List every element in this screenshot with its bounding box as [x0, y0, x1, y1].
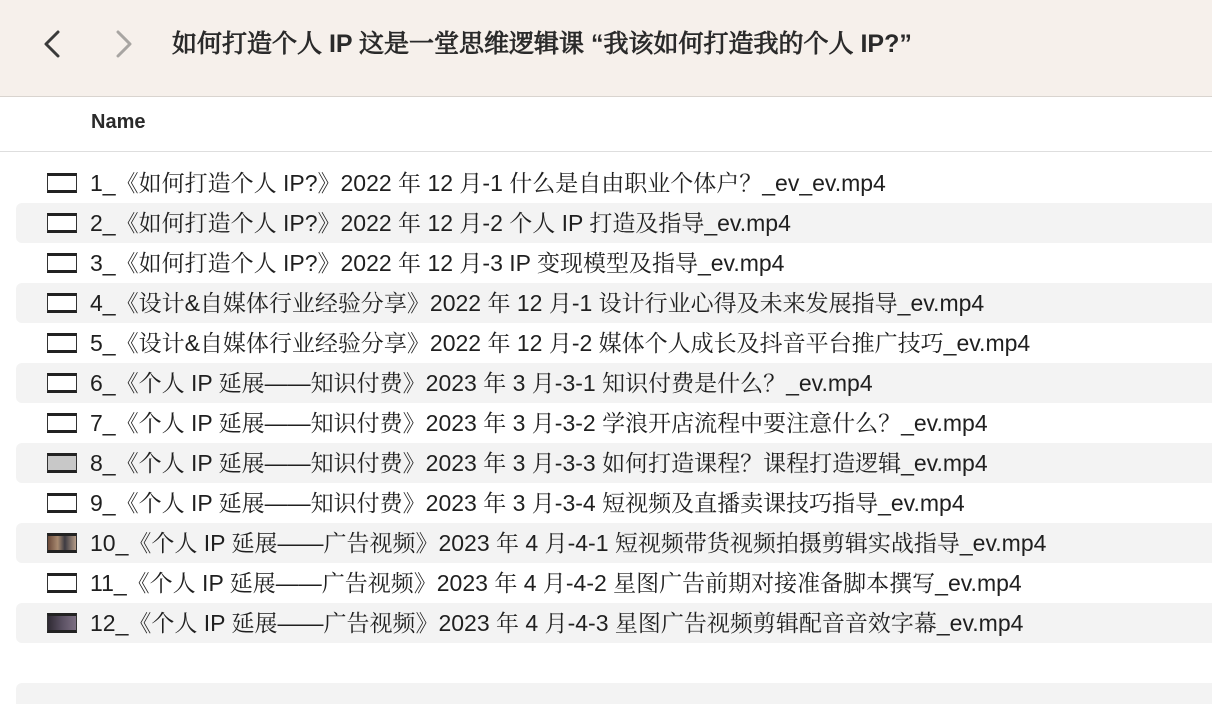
file-row[interactable] — [16, 603, 1212, 643]
file-row[interactable] — [16, 163, 1212, 203]
video-thumbnail-icon — [47, 413, 77, 433]
window-title: 如何打造个人 IP 这是一堂思维逻辑课 “我该如何打造我的个人 IP?” — [172, 30, 912, 58]
file-row[interactable] — [16, 563, 1212, 603]
file-name: 3_《如何打造个人 IP?》2022 年 12 月-3 IP 变现模型及指导_ev.mp4 — [90, 250, 785, 276]
video-thumbnail-icon — [47, 373, 77, 393]
video-thumbnail-icon — [47, 533, 77, 553]
file-row[interactable] — [16, 323, 1212, 363]
forward-button[interactable] — [108, 26, 140, 62]
file-row[interactable] — [16, 523, 1212, 563]
video-thumbnail-icon — [47, 213, 77, 233]
file-list — [16, 163, 1212, 643]
file-row[interactable] — [16, 203, 1212, 243]
file-name: 7_《个人 IP 延展——知识付费》2023 年 3 月-3-2 学浪开店流程中要注意什么？_ev.mp4 — [90, 410, 988, 436]
file-name: 11_《个人 IP 延展——广告视频》2023 年 4 月-4-2 星图广告前期对接准备脚本撰写_ev.mp4 — [90, 570, 1022, 596]
back-button[interactable] — [36, 26, 68, 62]
video-thumbnail-icon — [47, 493, 77, 513]
file-name: 8_《个人 IP 延展——知识付费》2023 年 3 月-3-3 如何打造课程？课程打造逻辑_ev.mp4 — [90, 450, 988, 476]
name-column-header[interactable]: Name — [91, 111, 146, 133]
file-name: 5_《设计&自媒体行业经验分享》2022 年 12 月-2 媒体个人成长及抖音平台推广技巧_ev.mp4 — [90, 330, 1031, 356]
video-thumbnail-icon — [47, 613, 77, 633]
file-row[interactable] — [16, 443, 1212, 483]
file-name: 12_《个人 IP 延展——广告视频》2023 年 4 月-4-3 星图广告视频剪辑配音音效字幕_ev.mp4 — [90, 610, 1024, 636]
empty-row — [16, 683, 1212, 704]
toolbar — [0, 0, 1212, 97]
video-thumbnail-icon — [47, 573, 77, 593]
video-thumbnail-icon — [47, 333, 77, 353]
file-name: 10_《个人 IP 延展——广告视频》2023 年 4 月-4-1 短视频带货视频拍摄剪辑实战指导_ev.mp4 — [90, 530, 1047, 556]
file-name: 4_《设计&自媒体行业经验分享》2022 年 12 月-1 设计行业心得及未来发展指导_ev.mp4 — [90, 290, 985, 316]
video-thumbnail-icon — [47, 293, 77, 313]
file-name: 2_《如何打造个人 IP?》2022 年 12 月-2 个人 IP 打造及指导_ev.mp4 — [90, 210, 791, 236]
list-header — [0, 97, 1212, 152]
file-name: 6_《个人 IP 延展——知识付费》2023 年 3 月-3-1 知识付费是什么？_ev.mp4 — [90, 370, 873, 396]
file-row[interactable] — [16, 283, 1212, 323]
file-name: 9_《个人 IP 延展——知识付费》2023 年 3 月-3-4 短视频及直播卖课技巧指导_ev.mp4 — [90, 490, 965, 516]
file-row[interactable] — [16, 363, 1212, 403]
file-name: 1_《如何打造个人 IP?》2022 年 12 月-1 什么是自由职业个体户？_ev_ev.mp4 — [90, 170, 886, 196]
video-thumbnail-icon — [47, 453, 77, 473]
chevron-right-icon — [114, 29, 134, 59]
file-row[interactable] — [16, 243, 1212, 283]
video-thumbnail-icon — [47, 173, 77, 193]
file-row[interactable] — [16, 483, 1212, 523]
video-thumbnail-icon — [47, 253, 77, 273]
chevron-left-icon — [42, 29, 62, 59]
file-row[interactable] — [16, 403, 1212, 443]
